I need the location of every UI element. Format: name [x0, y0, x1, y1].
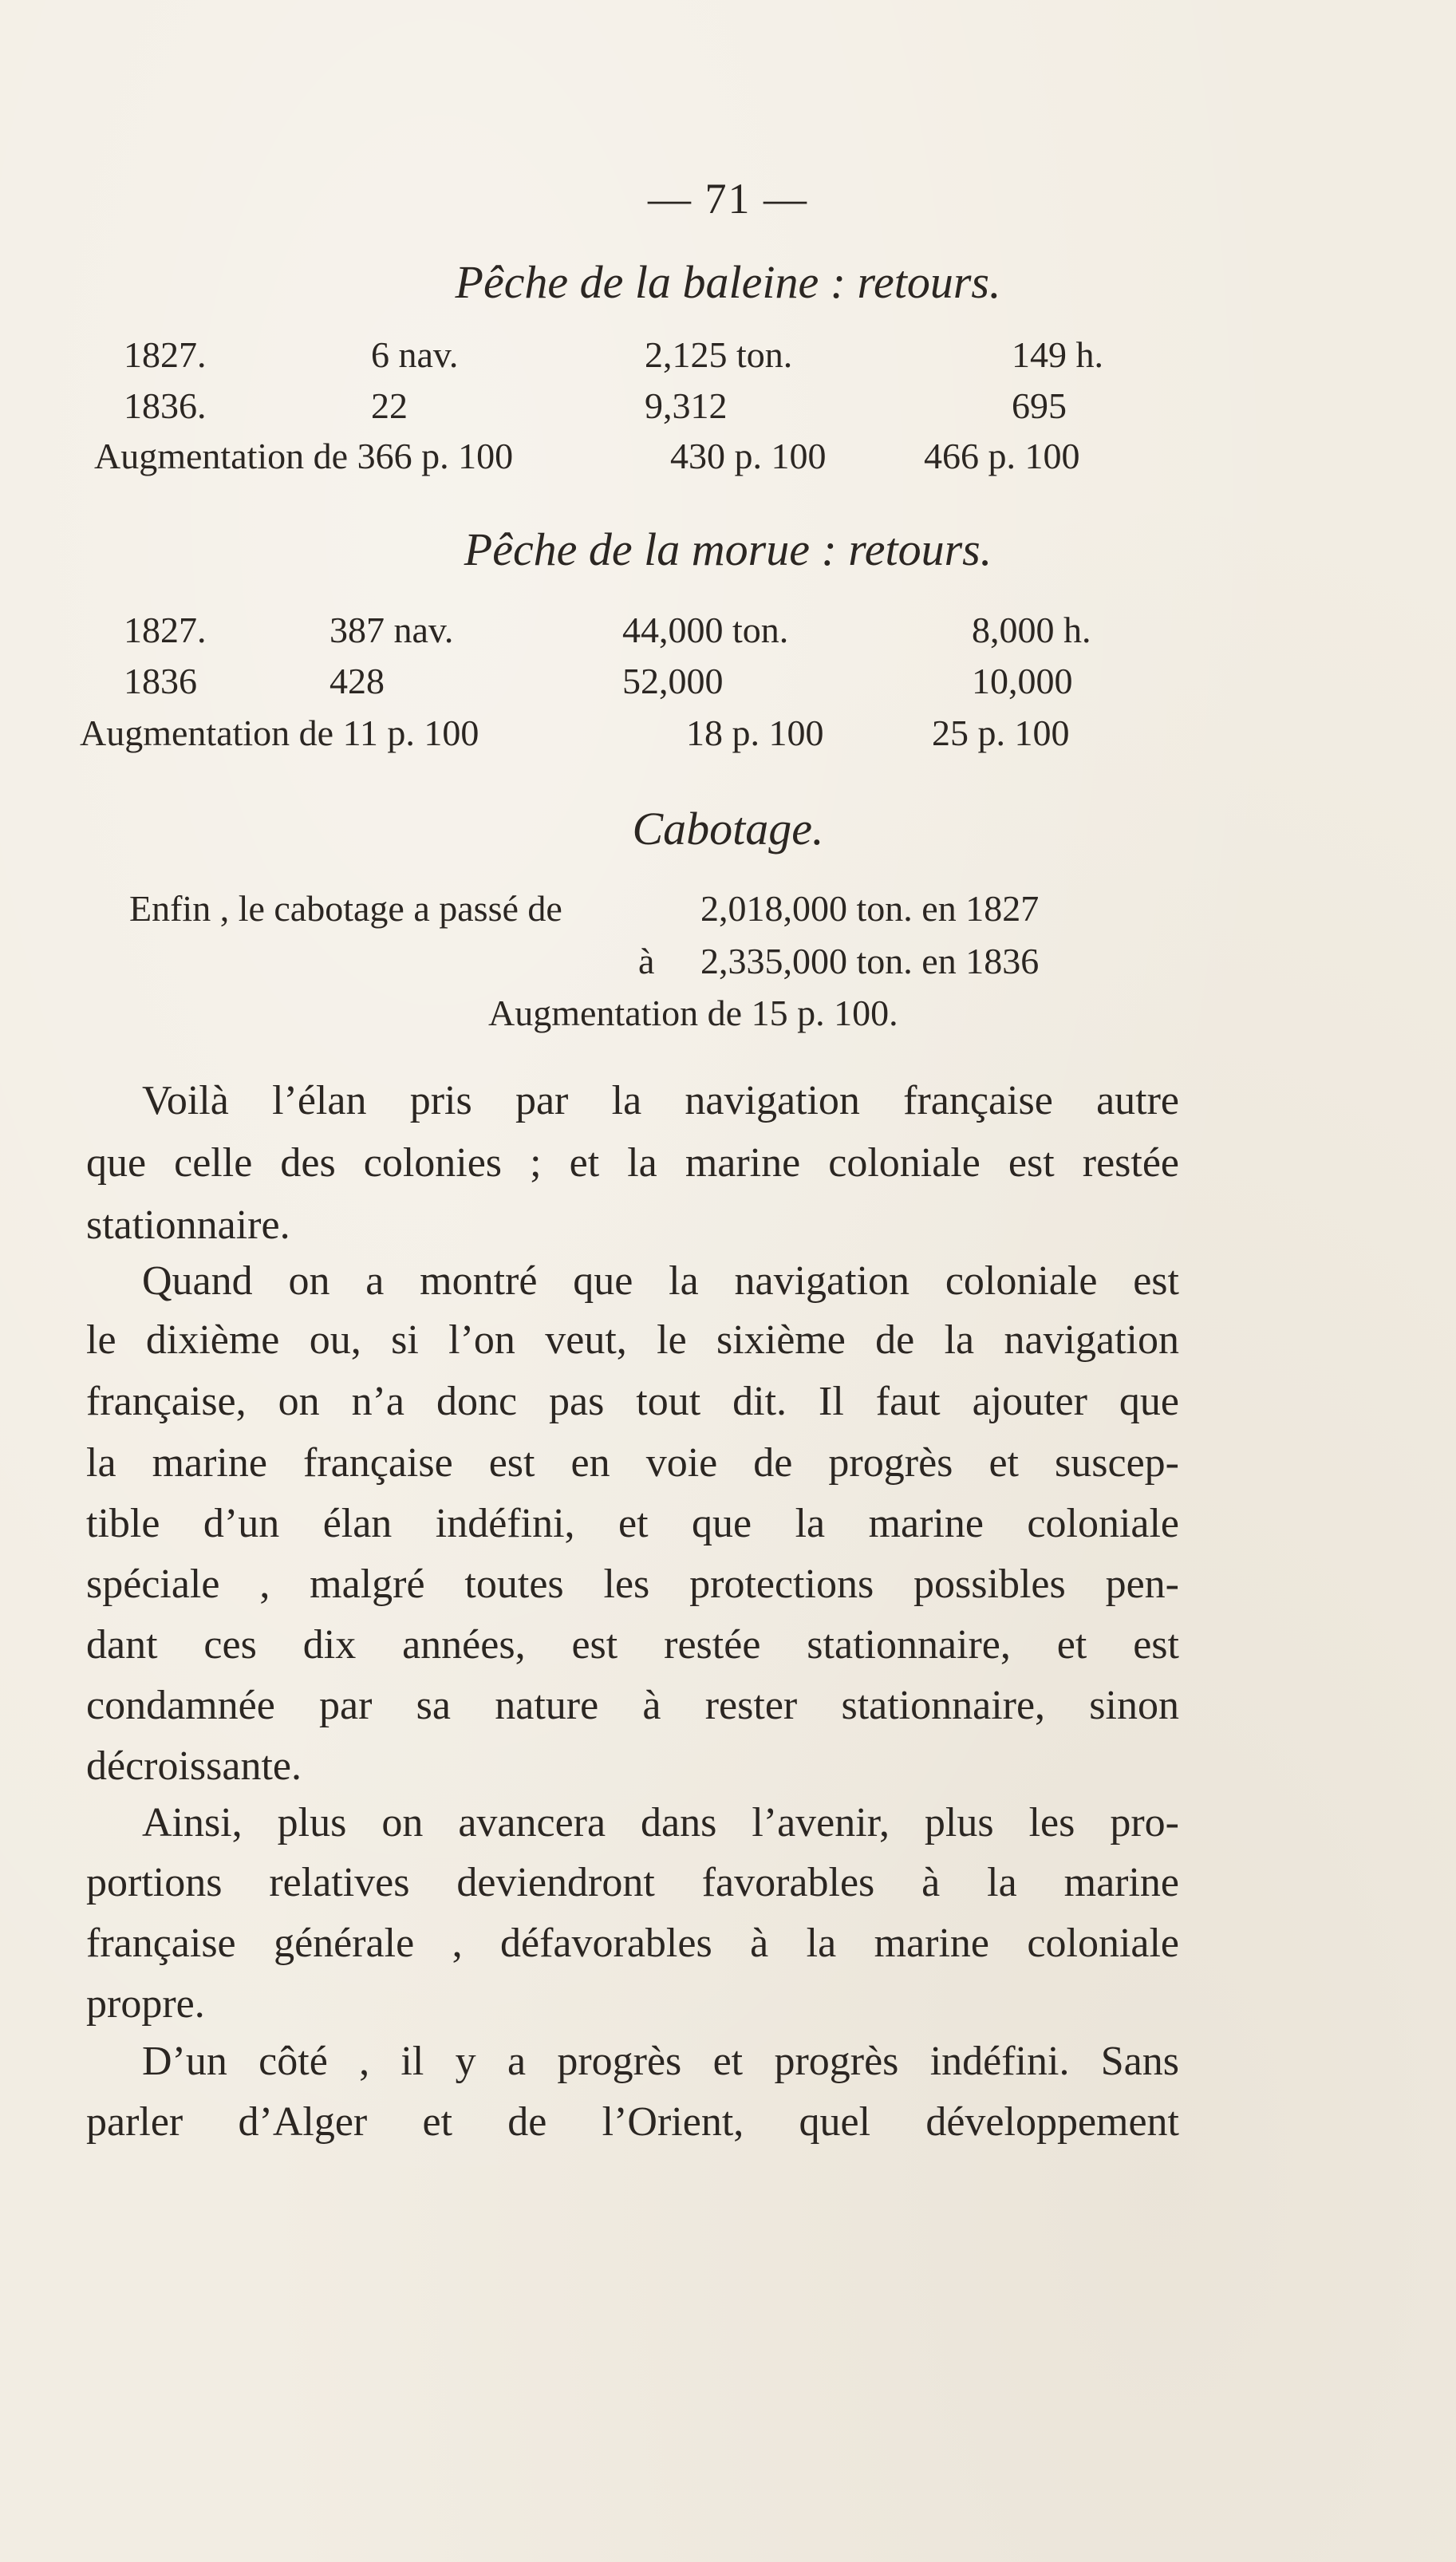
body-line-3: stationnaire. — [86, 1202, 290, 1248]
cod-row1-men: 8,000 h. — [972, 610, 1091, 650]
whale-fishing-heading: Pêche de la baleine : retours. — [455, 256, 1001, 308]
body-line-13: Ainsi, plus on avancera dans l’avenir, plus les pro- — [142, 1800, 1179, 1846]
body-line-7: la marine française est en voie de progrès et suscep- — [86, 1440, 1179, 1486]
whale-row1-tons: 2,125 ton. — [645, 334, 793, 375]
cod-row1-ships: 387 nav. — [329, 610, 454, 650]
cod-increase-label: Augmentation de 11 p. 100 — [80, 713, 479, 753]
whale-increase-men: 466 p. 100 — [924, 436, 1080, 476]
body-line-5: le dixième ou, si l’on veut, le sixième de la navigation — [86, 1317, 1179, 1363]
whale-increase-label: Augmentation de 366 p. 100 — [94, 436, 514, 476]
body-line-18: parler d’Alger et de l’Orient, quel développement — [86, 2099, 1179, 2145]
body-line-2: que celle des colonies ; et la marine coloniale est restée — [86, 1140, 1179, 1186]
body-line-17: D’un côté , il y a progrès et progrès indéfini. Sans — [142, 2039, 1179, 2084]
cod-increase-tons: 18 p. 100 — [686, 713, 824, 753]
body-line-4: Quand on a montré que la navigation coloniale est — [142, 1258, 1179, 1304]
body-line-16: propre. — [86, 1981, 205, 2027]
whale-row1-year: 1827. — [124, 334, 207, 375]
cod-increase-men: 25 p. 100 — [932, 713, 1070, 753]
cabotage-heading: Cabotage. — [632, 803, 824, 855]
whale-row2-men: 695 — [1012, 385, 1067, 426]
cod-row1-year: 1827. — [124, 610, 207, 650]
whale-row2-ships: 22 — [371, 385, 408, 426]
cod-row1-tons: 44,000 ton. — [622, 610, 789, 650]
body-line-9: spéciale , malgré toutes les protections possibles pen- — [86, 1561, 1179, 1607]
page-number: — 71 — — [648, 175, 808, 223]
whale-row2-year: 1836. — [124, 385, 207, 426]
body-line-12: décroissante. — [86, 1743, 302, 1789]
cod-fishing-heading: Pêche de la morue : retours. — [464, 523, 992, 575]
body-line-14: portions relatives deviendront favorables à la marine — [86, 1860, 1179, 1905]
whale-row1-men: 149 h. — [1012, 334, 1103, 375]
cod-row2-ships: 428 — [329, 661, 385, 701]
body-line-15: française générale , défavorables à la marine coloniale — [86, 1921, 1179, 1966]
cod-row2-tons: 52,000 — [622, 661, 724, 701]
cod-row2-men: 10,000 — [972, 661, 1073, 701]
cabotage-increase: Augmentation de 15 p. 100. — [488, 993, 898, 1033]
body-line-10: dant ces dix années, est restée stationnaire, et est — [86, 1622, 1179, 1668]
whale-row1-ships: 6 nav. — [371, 334, 459, 375]
body-line-1: Voilà l’élan pris par la navigation française autre — [142, 1078, 1179, 1123]
cod-row2-year: 1836 — [124, 661, 197, 701]
cabotage-line1-left: Enfin , le cabotage a passé de — [129, 888, 562, 929]
body-line-11: condamnée par sa nature à rester stationnaire, sinon — [86, 1683, 1179, 1728]
cabotage-line1-right: 2,018,000 ton. en 1827 — [700, 888, 1040, 929]
whale-increase-tons: 430 p. 100 — [670, 436, 827, 476]
cabotage-line2-right: 2,335,000 ton. en 1836 — [700, 941, 1040, 981]
body-line-8: tible d’un élan indéfini, et que la marine coloniale — [86, 1501, 1179, 1546]
body-line-6: française, on n’a donc pas tout dit. Il faut ajouter que — [86, 1379, 1179, 1424]
whale-row2-tons: 9,312 — [645, 385, 728, 426]
cabotage-line2-left: à — [638, 941, 655, 981]
